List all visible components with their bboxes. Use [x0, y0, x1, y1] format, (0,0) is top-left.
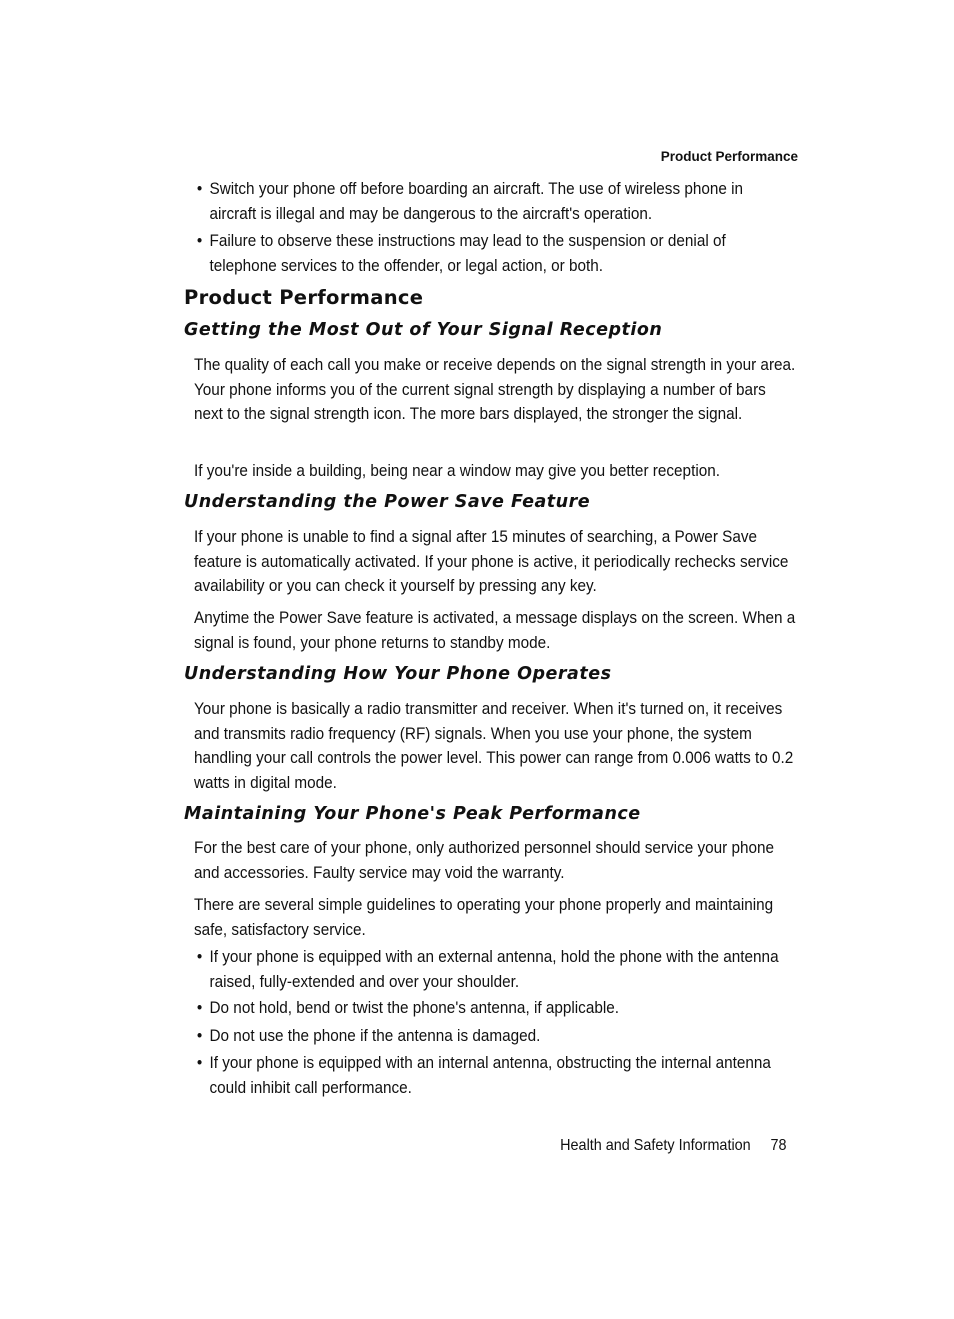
intro-bullet-failure — [196, 229, 790, 278]
page-footer — [560, 1137, 786, 1155]
bullet-text: Switch your phone off before boarding an aircraft. The use of wireless phone in aircraft is illegal and may be dangerous to the aircraft's operation. — [209, 179, 744, 223]
subsection-title-operation: Understanding How Your Phone Operates — [184, 664, 612, 684]
intro-bullet-aircraft — [196, 177, 790, 226]
bullet-do-not-bend — [196, 996, 790, 1021]
paragraph-power-save-activation: If your phone is unable to find a signal after 15 minutes of searching, a Power Save feature is automatically activated. If your phone is active, it periodically rechecks service availability or you can check it yourself by pressing any key. — [194, 527, 789, 595]
bullet-text: If your phone is equipped with an external antenna, hold the phone with the antenna raised, fully-extended and over your shoulder. — [209, 947, 779, 991]
bullet-glyph: • — [196, 1026, 203, 1045]
bullet-glyph: • — [196, 1053, 203, 1072]
paragraph-operation: Your phone is basically a radio transmitter and receiver. When it's turned on, it receives and transmits radio frequency (RF) signals. When you use your phone, the system handling your call controls the power level. This power can range from 0.006 watts to 0.2 watts in digital mode. — [194, 699, 794, 792]
paragraph-power-save-message: Anytime the Power Save feature is activated, a message displays on the screen. When a signal is found, your phone returns to standby mode. — [194, 608, 796, 652]
bullet-glyph: • — [196, 179, 203, 198]
running-header: Product Performance — [660, 149, 798, 164]
bullet-damaged-antenna — [196, 1024, 790, 1049]
subsection-title-peak-performance: Maintaining Your Phone's Peak Performance — [184, 804, 641, 824]
paragraph-signal-quality: The quality of each call you make or receive depends on the signal strength in your area. Your phone informs you of the current signal strength by displaying a number of bars next to the signal strength icon. The more bars displayed, the stronger the signal. — [194, 355, 796, 423]
section-title: Product Performance — [184, 286, 424, 309]
page-number: 78 — [769, 1137, 786, 1154]
footer-chapter: Health and Safety Information — [559, 1137, 751, 1154]
paragraph-service-care: For the best care of your phone, only authorized personnel should service your phone and accessories. Faulty service may void the warranty. — [194, 838, 775, 882]
subsection-title-power-save: Understanding the Power Save Feature — [184, 492, 591, 512]
bullet-glyph: • — [196, 231, 203, 250]
bullet-text: Do not hold, bend or twist the phone's antenna, if applicable. — [209, 998, 619, 1017]
bullet-internal-antenna — [196, 1051, 790, 1100]
paragraph-guidelines: There are several simple guidelines to operating your phone properly and maintaining safe, satisfactory service. — [194, 895, 774, 939]
bullet-glyph: • — [196, 947, 203, 966]
bullet-external-antenna — [196, 945, 790, 994]
subsection-title-signal: Getting the Most Out of Your Signal Reception — [184, 320, 663, 340]
bullet-glyph: • — [196, 998, 203, 1017]
bullet-text: If your phone is equipped with an internal antenna, obstructing the internal antenna could inhibit call performance. — [209, 1053, 771, 1097]
paragraph-signal-window: If you're inside a building, being near a window may give you better reception. — [194, 461, 720, 480]
bullet-text: Failure to observe these instructions may lead to the suspension or denial of telephone services to the offender, or legal action, or both. — [209, 231, 726, 275]
bullet-text: Do not use the phone if the antenna is damaged. — [209, 1026, 541, 1045]
